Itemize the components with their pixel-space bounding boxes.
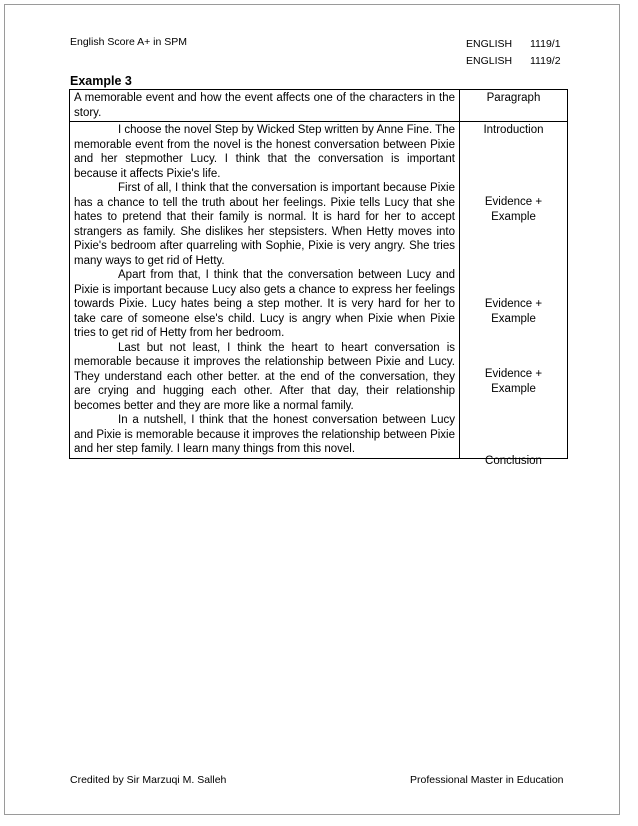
essay-paragraph-evidence-1: First of all, I think that the conversation is important because Pixie has a chance to tell the truth about her feelings. Pixie tells Lucy that she hates to pretend that their family is normal. It is hard for her to accept strangers as family. She dislikes her stepsisters. When Hetty moves into Pixie's bedroom after quarreling with Sophie, Pixie is very angry. She tries many ways to get rid of Hetty. bbox=[74, 182, 455, 267]
essay-paragraph-evidence-3: Last but not least, I think the heart to heart conversation is memorable because it improves the relationship between Pixie and Lucy. They understand each other better. at the end of the conversation, they are crying and hugging each other. After that day, their relationship becomes better and they are more like a normal family. bbox=[74, 341, 455, 412]
paragraph-label: Evidence + Example bbox=[484, 298, 543, 325]
essay-cell bbox=[70, 122, 460, 459]
header-code-row bbox=[466, 53, 561, 70]
subject-code: 1119/2 bbox=[530, 55, 561, 67]
paragraph-label: Introduction bbox=[483, 124, 544, 136]
labels-cell bbox=[460, 122, 568, 467]
table-body-row bbox=[70, 122, 568, 459]
subject-name: ENGLISH bbox=[466, 55, 513, 67]
column-header-cell: Paragraph bbox=[460, 90, 568, 122]
subject-name: ENGLISH bbox=[466, 38, 513, 50]
essay-table bbox=[69, 89, 568, 467]
table-header-row bbox=[70, 90, 568, 122]
essay-paragraph-conclusion: In a nutshell, I think that the honest conversation between Lucy and Pixie is memorable because it improves the relationship between Pixie and her step family. I learn many things from this novel. bbox=[74, 414, 455, 455]
footer-credit: Credited by Sir Marzuqi M. Salleh bbox=[70, 774, 227, 786]
header-left-text: English Score A+ in SPM bbox=[70, 36, 188, 48]
paragraph-label: Evidence + Example bbox=[484, 196, 543, 223]
header-code-row bbox=[466, 36, 561, 53]
question-cell: A memorable event and how the event affects one of the characters in the story. bbox=[70, 90, 460, 122]
header-codes bbox=[466, 36, 561, 70]
essay-paragraph-introduction: I choose the novel Step by Wicked Step written by Anne Fine. The memorable event from the novel is the honest conversation between Pixie and her stepmother Lucy. I think that the conversation is important because it affects Pixie's life. bbox=[74, 124, 455, 180]
subject-code: 1119/1 bbox=[530, 38, 561, 50]
paragraph-label: Conclusion bbox=[485, 455, 542, 467]
paragraph-label: Evidence + Example bbox=[484, 368, 543, 395]
essay-paragraph-evidence-2: Apart from that, I think that the conversation between Lucy and Pixie is important because Lucy also gets a chance to express her feelings towards Pixie. Lucy hates being a step mother. It is very hard for her to take care of someone else's child. Lucy is angry when Pixie when Pixie tries to get rid of Hetty from her bedroom. bbox=[74, 269, 455, 339]
example-title: Example 3 bbox=[70, 74, 132, 88]
footer-title: Professional Master in Education bbox=[410, 774, 564, 786]
